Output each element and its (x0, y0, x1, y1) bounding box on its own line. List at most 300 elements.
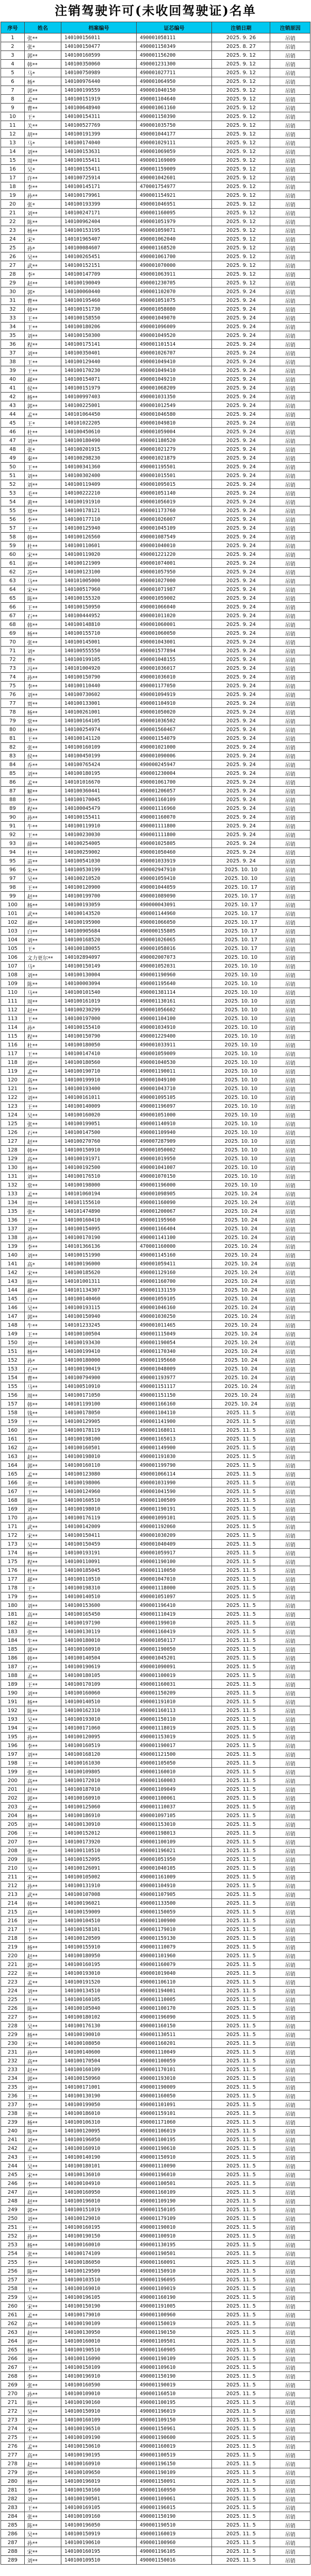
row-archive-no: 140100110510 (61, 1846, 136, 1855)
row-revoke-reason: 吊销 (270, 1566, 310, 1575)
table-row (1, 2004, 310, 2013)
row-archive-no: 140100725914 (61, 174, 136, 182)
row-archive-no: 140100210520 (61, 874, 136, 883)
row-license-chip-no: 490001190610 (137, 2144, 212, 2153)
row-name: 王** (24, 1925, 61, 1934)
row-license-chip-no: 490001042601 (137, 174, 212, 182)
row-revoke-reason: 吊销 (270, 1680, 310, 1689)
row-name: 孟** (24, 1190, 61, 1198)
row-index: 266 (1, 2354, 25, 2363)
row-license-chip-no: 490002947910 (137, 866, 212, 874)
row-license-chip-no: 490001130511 (137, 2030, 212, 2039)
row-index: 240 (1, 2127, 25, 2136)
row-license-chip-no: 490001196000 (137, 1181, 212, 1190)
table-row (1, 831, 310, 839)
row-archive-no: 140100121909 (61, 559, 136, 568)
row-revoke-date: 2025. 9. 24 (212, 655, 270, 664)
row-revoke-date: 2025. 9. 12 (212, 182, 270, 191)
row-revoke-date: 2025. 9. 24 (212, 804, 270, 813)
row-license-chip-no: 490001101091 (137, 2100, 212, 2109)
table-row (1, 366, 310, 375)
row-license-chip-no: 490001151117 (137, 1382, 212, 1391)
table-row (1, 1890, 310, 1899)
row-revoke-date: 2025. 11. 5 (212, 1908, 270, 1917)
row-license-chip-no: 490001062040 (137, 235, 212, 244)
row-name: 张* (24, 445, 61, 454)
row-name: 韩** (24, 1899, 61, 1908)
row-index: 192 (1, 1706, 25, 1715)
row-revoke-date: 2025. 11. 5 (212, 1768, 270, 1776)
row-revoke-reason: 吊销 (270, 2302, 310, 2311)
row-revoke-date: 2025. 11. 5 (212, 2249, 270, 2258)
row-revoke-reason: 吊销 (270, 1698, 310, 1706)
row-license-chip-no: 490001097105 (137, 1811, 212, 1820)
row-revoke-date: 2025. 9. 24 (212, 428, 270, 436)
table-row (1, 1312, 310, 1321)
row-index: 236 (1, 2092, 25, 2100)
row-index: 62 (1, 568, 25, 577)
row-index: 23 (1, 226, 25, 235)
row-archive-no: 140100130910 (61, 1820, 136, 1829)
table-row (1, 1321, 310, 1330)
page-title: 注销驾驶许可(未收回驾驶证)名单 (55, 3, 256, 18)
row-archive-no: 140100129010 (61, 2214, 136, 2223)
row-license-chip-no: 490001049410 (137, 358, 212, 366)
row-revoke-date: 2025. 9. 12 (212, 235, 270, 244)
row-archive-no: 140100161030 (61, 1759, 136, 1768)
table-row (1, 1356, 310, 1365)
row-archive-no: 140100199410 (61, 1347, 136, 1356)
row-revoke-reason: 吊销 (270, 42, 310, 51)
table-row (1, 629, 310, 638)
row-name: 孙** (24, 1514, 61, 1522)
row-revoke-reason: 吊销 (270, 664, 310, 673)
row-revoke-reason: 吊销 (270, 2538, 310, 2547)
row-name: 王** (24, 1829, 61, 1838)
row-revoke-reason: 吊销 (270, 524, 310, 533)
row-index: 74 (1, 673, 25, 682)
row-revoke-reason: 吊销 (270, 1032, 310, 1041)
table-row (1, 139, 310, 147)
row-revoke-reason: 吊销 (270, 296, 310, 305)
row-revoke-date: 2025. 11. 5 (212, 2468, 270, 2477)
row-archive-no: 140100153600 (61, 1601, 136, 1610)
table-row (1, 226, 310, 235)
row-revoke-reason: 吊销 (270, 1575, 310, 1584)
row-license-chip-no: 490000043091 (137, 901, 212, 909)
row-index: 131 (1, 1172, 25, 1181)
row-revoke-reason: 吊销 (270, 375, 310, 384)
row-revoke-date: 2025. 8. 27 (212, 42, 270, 51)
row-name: 杨** (24, 2118, 61, 2127)
row-archive-no: 140100151979 (61, 384, 136, 393)
row-revoke-reason: 吊销 (270, 2346, 310, 2354)
row-revoke-date: 2025. 11. 5 (212, 2030, 270, 2039)
row-revoke-reason: 吊销 (270, 1952, 310, 1960)
row-archive-no: 140100158101 (61, 1925, 136, 1934)
row-revoke-reason: 吊销 (270, 2197, 310, 2206)
table-row (1, 112, 310, 121)
row-name: 陈** (24, 1277, 61, 1286)
row-index: 259 (1, 2293, 25, 2302)
row-license-chip-no: 490001049810 (137, 419, 212, 428)
row-index: 109 (1, 979, 25, 988)
row-index: 245 (1, 2171, 25, 2179)
row-revoke-date: 2025. 10. 10 (212, 866, 270, 874)
row-revoke-date: 2025. 11. 5 (212, 2179, 270, 2188)
table-row (1, 2057, 310, 2065)
row-archive-no: 140100150300 (61, 331, 136, 340)
row-name: 孟** (24, 1470, 61, 1479)
table-row (1, 340, 310, 349)
row-archive-no: 140100133001 (61, 699, 136, 708)
row-license-chip-no: 490001107905 (137, 1890, 212, 1899)
row-index: 167 (1, 1487, 25, 1496)
row-index: 252 (1, 2232, 25, 2241)
row-archive-no: 140100140504 (61, 1654, 136, 1663)
row-name: 吴** (24, 1540, 61, 1549)
row-revoke-reason: 吊销 (270, 795, 310, 804)
row-index: 246 (1, 2179, 25, 2188)
row-revoke-date: 2025. 11. 5 (212, 1549, 270, 1557)
row-archive-no: 140100160195 (61, 1960, 136, 1969)
row-revoke-reason: 吊销 (270, 1592, 310, 1601)
row-revoke-date: 2025. 9. 24 (212, 445, 270, 454)
row-revoke-date: 2025. 10. 24 (212, 1374, 270, 1382)
row-revoke-date: 2025. 11. 5 (212, 1522, 270, 1531)
row-revoke-reason: 吊销 (270, 182, 310, 191)
row-archive-no: 140100648940 (61, 104, 136, 112)
table-row (1, 1610, 310, 1619)
row-name: 孟** (24, 778, 61, 787)
row-revoke-reason: 吊销 (270, 1382, 310, 1391)
row-revoke-date: 2025. 11. 5 (212, 2092, 270, 2100)
table-row (1, 463, 310, 471)
table-row (1, 717, 310, 725)
row-license-chip-no: 490001190501 (137, 2249, 212, 2258)
row-index: 233 (1, 2065, 25, 2074)
row-archive-no: 140100270760 (61, 1137, 136, 1146)
row-index: 146 (1, 1303, 25, 1312)
row-index: 117 (1, 1049, 25, 1058)
table-row (1, 1303, 310, 1312)
row-index: 30 (1, 287, 25, 296)
row-revoke-date: 2025. 11. 5 (212, 2416, 270, 2425)
table-row (1, 1855, 310, 1864)
row-index: 162 (1, 1444, 25, 1452)
row-revoke-reason: 吊销 (270, 1636, 310, 1645)
table-row (1, 822, 310, 831)
row-archive-no: 140100175141 (61, 340, 136, 349)
row-revoke-reason: 吊销 (270, 1549, 310, 1557)
row-license-chip-no: 490001150961 (137, 2425, 212, 2433)
row-archive-no: 140100150790 (61, 673, 136, 682)
row-license-chip-no: 490001109190 (137, 2197, 212, 2206)
row-archive-no: 140100180055 (61, 944, 136, 953)
row-revoke-reason: 吊销 (270, 1207, 310, 1216)
row-revoke-date: 2025. 11. 5 (212, 1864, 270, 1873)
row-name: 刘** (24, 147, 61, 156)
row-revoke-reason: 吊销 (270, 358, 310, 366)
row-index: 175 (1, 1557, 25, 1566)
row-revoke-date: 2025. 11. 5 (212, 2057, 270, 2065)
row-license-chip-no: 490001150209 (137, 1689, 212, 1698)
row-name: 王** (24, 366, 61, 375)
row-index: 238 (1, 2109, 25, 2118)
row-revoke-reason: 吊销 (270, 112, 310, 121)
row-archive-no: 140100976440 (61, 77, 136, 86)
row-name: 刘* (24, 647, 61, 655)
row-revoke-reason: 吊销 (270, 2328, 310, 2337)
row-archive-no: 140100130119 (61, 1628, 136, 1636)
row-revoke-reason: 吊销 (270, 1093, 310, 1102)
row-archive-no: 140100530199 (61, 866, 136, 874)
row-index: 77 (1, 699, 25, 708)
row-index: 155 (1, 1382, 25, 1391)
row-index: 38 (1, 358, 25, 366)
row-revoke-reason: 吊销 (270, 629, 310, 638)
table-row (1, 1330, 310, 1338)
row-revoke-date: 2025. 10. 24 (212, 1391, 270, 1400)
row-archive-no: 140100198006 (61, 1479, 136, 1487)
row-index: 161 (1, 1435, 25, 1444)
row-revoke-reason: 吊销 (270, 1995, 310, 2004)
row-index: 237 (1, 2100, 25, 2109)
row-archive-no: 140100119020 (61, 550, 136, 559)
row-license-chip-no: 490001051979 (137, 217, 212, 226)
row-name: 张** (24, 2381, 61, 2389)
row-index: 113 (1, 1014, 25, 1023)
row-archive-no: 140100186010 (61, 2109, 136, 2118)
row-license-chip-no: 490001104100 (137, 1014, 212, 1023)
table-row (1, 2547, 310, 2556)
row-index: 9 (1, 104, 25, 112)
row-license-chip-no: 490001180520 (137, 436, 212, 445)
row-license-chip-no: 490001196105 (137, 2547, 212, 2556)
row-license-chip-no: 490001170340 (137, 1347, 212, 1356)
row-license-chip-no: 490001150349 (137, 42, 212, 51)
row-revoke-date: 2025. 11. 5 (212, 2460, 270, 2468)
row-license-chip-no: 490001190109 (137, 2468, 212, 2477)
table-row (1, 323, 310, 331)
table-row (1, 1969, 310, 1978)
row-revoke-reason: 吊销 (270, 1435, 310, 1444)
row-revoke-reason: 吊销 (270, 2425, 310, 2433)
table-row (1, 1698, 310, 1706)
row-revoke-reason: 吊销 (270, 340, 310, 349)
row-name: 吴** (24, 2293, 61, 2302)
row-archive-no: 140100155910 (61, 1943, 136, 1952)
row-revoke-reason: 吊销 (270, 1855, 310, 1864)
row-index: 3 (1, 51, 25, 60)
row-license-chip-no: 490001051097 (137, 1592, 212, 1601)
row-revoke-date: 2025. 11. 5 (212, 2004, 270, 2013)
col-header-name: 姓名 (24, 22, 61, 33)
row-license-chip-no: 490001025805 (137, 839, 212, 848)
row-index: 184 (1, 1636, 25, 1645)
row-revoke-reason: 吊销 (270, 244, 310, 252)
row-name: 陈** (24, 1496, 61, 1505)
table-row (1, 1426, 310, 1435)
row-index: 56 (1, 515, 25, 524)
row-index: 16 (1, 165, 25, 174)
row-license-chip-no: 490001168520 (137, 244, 212, 252)
row-archive-no: 140100160910 (61, 1645, 136, 1654)
table-row (1, 1155, 310, 1163)
row-revoke-date: 2025. 11. 5 (212, 1995, 270, 2004)
table-row (1, 2328, 310, 2337)
table-row (1, 287, 310, 296)
row-archive-no: 140100191399 (61, 130, 136, 139)
row-archive-no: 140100225001 (61, 401, 136, 410)
row-archive-no: 140100199910 (61, 1076, 136, 1084)
row-license-chip-no: 490001044177 (137, 130, 212, 139)
row-revoke-reason: 吊销 (270, 1663, 310, 1671)
row-index: 186 (1, 1654, 25, 1663)
row-archive-no: 140100160195 (61, 2223, 136, 2232)
row-index: 157 (1, 1400, 25, 1409)
row-revoke-date: 2025. 10. 24 (212, 1286, 270, 1295)
table-row (1, 401, 310, 410)
row-name: 苗** (24, 857, 61, 866)
row-revoke-reason: 吊销 (270, 1014, 310, 1023)
row-archive-no: 140100160590 (61, 2381, 136, 2389)
row-license-chip-no: 490002007073 (137, 953, 212, 962)
row-archive-no: 140100150910 (61, 1146, 136, 1155)
table-row (1, 2276, 310, 2284)
row-index: 138 (1, 1233, 25, 1242)
row-revoke-reason: 吊销 (270, 822, 310, 831)
row-license-chip-no: 490001150190 (137, 2372, 212, 2381)
row-name: 林** (24, 725, 61, 734)
table-row (1, 1233, 310, 1242)
table-row (1, 524, 310, 533)
row-revoke-date: 2025. 10. 24 (212, 1330, 270, 1338)
row-name: 陈** (24, 2398, 61, 2407)
row-index: 61 (1, 559, 25, 568)
row-revoke-reason: 吊销 (270, 366, 310, 375)
row-archive-no: 140100145001 (61, 638, 136, 647)
row-name: 陈** (24, 2004, 61, 2013)
row-archive-no: 140100150190 (61, 2302, 136, 2311)
row-name: 孙** (24, 813, 61, 822)
table-row (1, 1794, 310, 1803)
row-revoke-reason: 吊销 (270, 2153, 310, 2162)
row-name: 刘** (24, 2214, 61, 2223)
row-name: 宋** (24, 1531, 61, 1540)
row-revoke-reason: 吊销 (270, 2293, 310, 2302)
row-archive-no: 140100160195 (61, 2547, 136, 2556)
col-header-archive-no: 档案编号 (61, 22, 136, 33)
row-archive-no: 140100174109 (61, 2249, 136, 2258)
row-index: 223 (1, 1978, 25, 1987)
row-revoke-reason: 吊销 (270, 1111, 310, 1120)
row-name: 张** (24, 1969, 61, 1978)
row-archive-no: 140100124960 (61, 1487, 136, 1496)
table-row (1, 1277, 310, 1286)
row-archive-no: 140100170109 (61, 1680, 136, 1689)
table-row (1, 2074, 310, 2083)
row-index: 75 (1, 682, 25, 690)
row-revoke-date: 2025. 9. 24 (212, 787, 270, 795)
row-revoke-date: 2025. 11. 5 (212, 1820, 270, 1829)
row-revoke-date: 2025. 11. 5 (212, 1750, 270, 1759)
row-revoke-reason: 吊销 (270, 217, 310, 226)
row-license-chip-no: 490001040409 (137, 1540, 212, 1549)
row-index: 218 (1, 1934, 25, 1943)
row-archive-no: 140100962404 (61, 217, 136, 226)
row-revoke-reason: 吊销 (270, 2206, 310, 2214)
row-index: 224 (1, 1987, 25, 1995)
row-license-chip-no: 490001021279 (137, 445, 212, 454)
row-archive-no: 140100180101 (61, 2162, 136, 2171)
table-row (1, 971, 310, 979)
row-revoke-date: 2025. 9. 24 (212, 734, 270, 743)
row-revoke-date: 2025. 10. 24 (212, 1356, 270, 1365)
row-name: 刘** (24, 2276, 61, 2284)
row-archive-no: 140100765424 (61, 760, 136, 769)
table-row (1, 51, 310, 60)
row-index: 268 (1, 2372, 25, 2381)
row-archive-no: 140100302400 (61, 471, 136, 480)
row-revoke-date: 2025. 11. 5 (212, 2477, 270, 2486)
table-row (1, 638, 310, 647)
row-revoke-date: 2025. 11. 5 (212, 2512, 270, 2521)
row-revoke-reason: 吊销 (270, 191, 310, 200)
row-archive-no: 140100140009 (61, 1102, 136, 1111)
row-archive-no: 140100180010 (61, 1636, 136, 1645)
row-name: 郝** (24, 1286, 61, 1295)
row-license-chip-no: 490001040105 (137, 1864, 212, 1873)
row-revoke-date: 2025. 11. 5 (212, 1514, 270, 1522)
row-license-chip-no: 490001154921 (137, 191, 212, 200)
row-revoke-reason: 吊销 (270, 2276, 310, 2284)
row-revoke-reason: 吊销 (270, 506, 310, 515)
row-revoke-date: 2025. 10. 10 (212, 953, 270, 962)
row-archive-no: 140101366136 (61, 1242, 136, 1251)
row-revoke-date: 2025. 9. 24 (212, 287, 270, 296)
row-license-chip-no: 490001100195 (137, 2398, 212, 2407)
row-index: 226 (1, 2004, 25, 2013)
row-name: 王** (24, 2223, 61, 2232)
table-row (1, 2118, 310, 2127)
row-archive-no: 140100193010 (61, 1969, 136, 1978)
row-revoke-date: 2025. 11. 5 (212, 2442, 270, 2451)
row-revoke-reason: 吊销 (270, 2057, 310, 2065)
row-index: 10 (1, 112, 25, 121)
row-index: 193 (1, 1715, 25, 1724)
row-license-chip-no: 490001145160 (137, 1251, 212, 1260)
row-revoke-reason: 吊销 (270, 305, 310, 314)
row-archive-no: 140100180050 (61, 1041, 136, 1049)
row-revoke-reason: 吊销 (270, 979, 310, 988)
table-row (1, 1435, 310, 1444)
row-index: 28 (1, 270, 25, 279)
row-index: 70 (1, 638, 25, 647)
row-revoke-date: 2025. 11. 5 (212, 1855, 270, 1864)
row-revoke-date: 2025. 10. 17 (212, 901, 270, 909)
table-row (1, 2381, 310, 2389)
row-name: 孙** (24, 1233, 61, 1242)
table-row (1, 1049, 310, 1058)
row-license-chip-no: 490001030250 (137, 1312, 212, 1321)
table-row (1, 1216, 310, 1225)
row-archive-no: 140100134510 (61, 1987, 136, 1995)
row-index: 255 (1, 2258, 25, 2267)
row-revoke-date: 2025. 11. 5 (212, 2083, 270, 2092)
row-name: 郝** (24, 375, 61, 384)
row-license-chip-no: 490001094919 (137, 690, 212, 699)
